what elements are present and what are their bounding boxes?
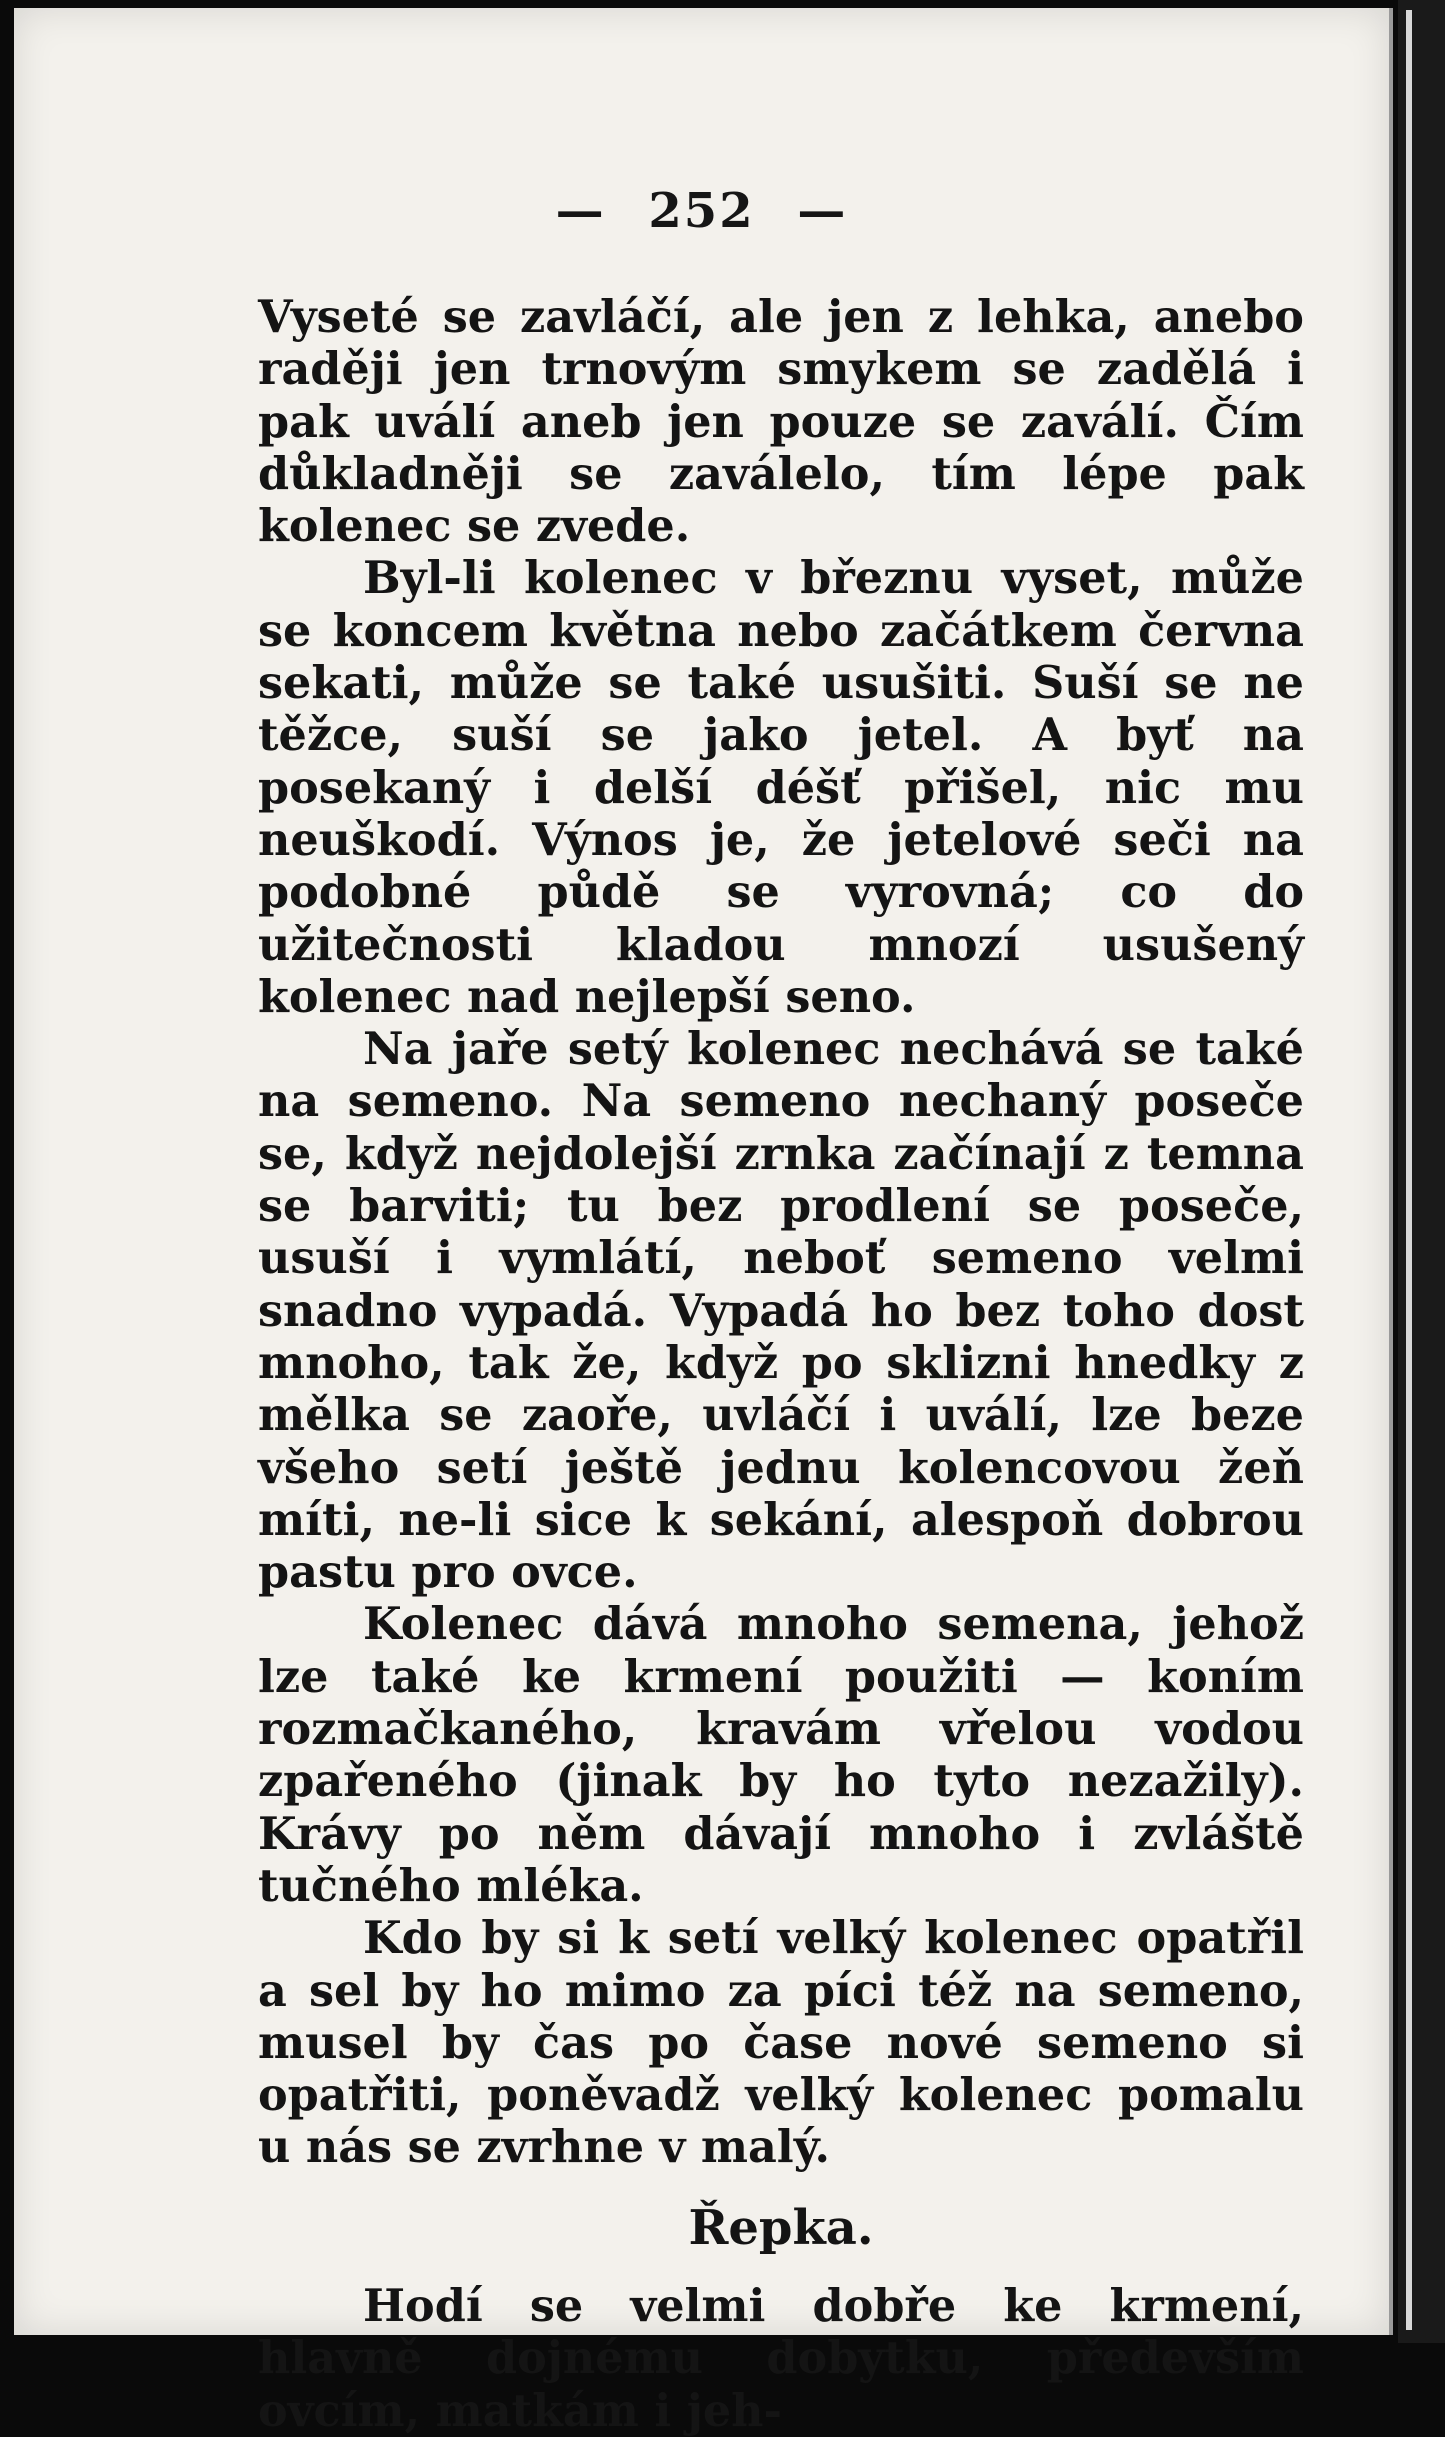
paragraph-1: Vyseté se zavláčí, ale jen z lehka, anebo raději jen trnovým smykem se zadělá i pak uválí aneb jen pouze se zaválí. Čím důkladněji se zaválelo, tím lépe pak kolenec se zvede. bbox=[258, 291, 1304, 553]
book-page bbox=[14, 8, 1393, 2437]
scan-edge bbox=[1398, 0, 1445, 2343]
header-dash-right: — bbox=[797, 183, 848, 239]
paragraph-5: Kdo by si k setí velký kolenec opatřil a sel by ho mimo za píci též na semeno, musel by čas po čase nové semeno si opatřiti, poněvadž velký kolenec pomalu u nás se zvrhne v malý. bbox=[258, 1912, 1304, 2174]
paragraph-3: Na jaře setý kolenec nechává se také na semeno. Na semeno nechaný poseče se, když nejdolejší zrnka začínají z temna se barviti; tu bez prodlení se poseče, usuší i vymlátí, neboť semeno velmi snadno vypadá. Vypadá ho bez toho dost mnoho, tak že, když po sklizni hnedky z mělka se zaoře, uvláčí i uválí, lze beze všeho setí ještě jednu kolencovou žeň míti, ne-li sice k sekání, alespoň dobrou pastu pro ovce. bbox=[258, 1023, 1304, 1599]
section-title: Řepka. bbox=[688, 2199, 874, 2256]
page-edge-line bbox=[1406, 10, 1412, 2330]
paragraph-4: Kolenec dává mnoho semena, jehož lze také ke krmení použiti — koním rozmačkaného, kravám vřelou vodou zpařeného (jinak by ho tyto nezažily). Krávy po něm dávají mnoho i zvláště tučného mléka. bbox=[258, 1598, 1304, 1912]
page-header bbox=[14, 183, 1389, 239]
paragraph-6: Hodí se velmi dobře ke krmení, hlavně dojnému dobytku, především ovcím, matkám i jeh- bbox=[258, 2279, 1304, 2437]
page-number: 252 bbox=[648, 183, 755, 239]
body-text bbox=[258, 291, 1304, 2437]
paragraph-2: Byl-li kolenec v březnu vyset, může se koncem května nebo začátkem června sekati, může se také usušiti. Suší se ne těžce, suší se jako jetel. A byť na posekaný i delší déšť přišel, nic mu neuškodí. Výnos je, že jetelové seči na podobné půdě se vyrovná; co do užitečnosti kladou mnozí usušený kolenec nad nejlepší seno. bbox=[258, 552, 1304, 1023]
header-dash-left: — bbox=[555, 183, 606, 239]
